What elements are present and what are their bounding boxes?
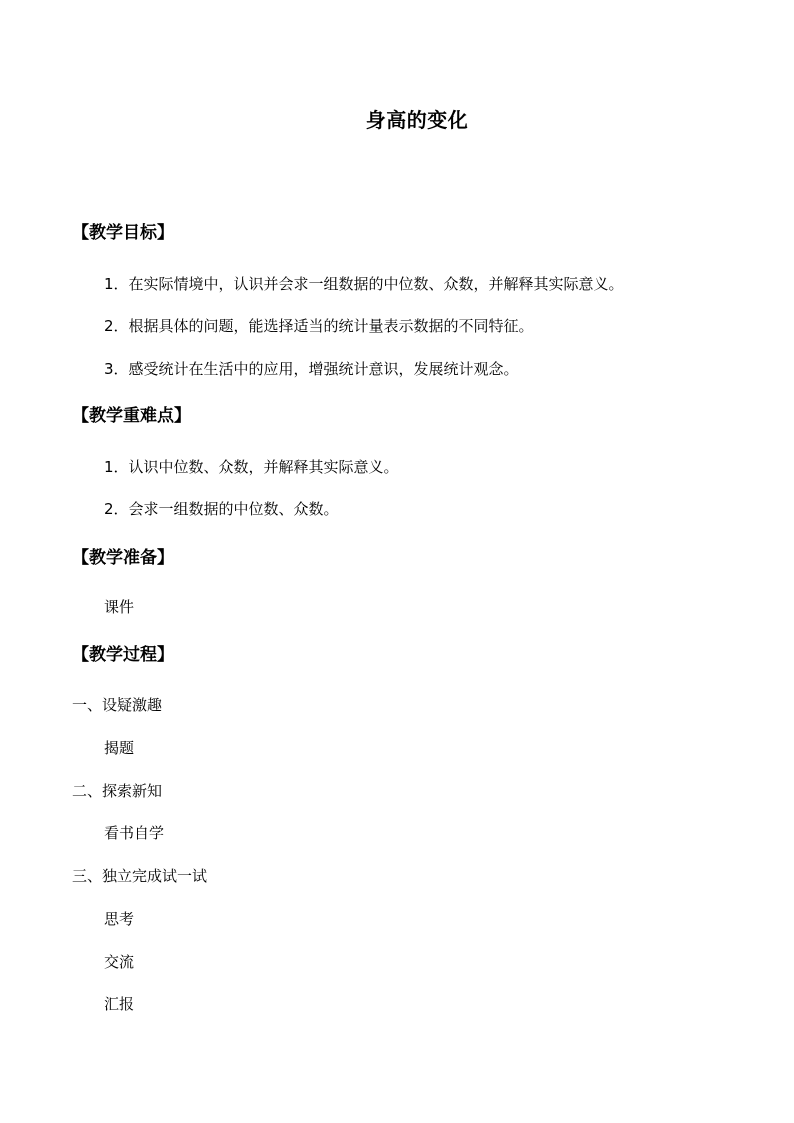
process-step-3-sub-1: 思考 bbox=[104, 910, 135, 928]
process-heading: 【教学过程】 bbox=[72, 645, 174, 665]
objective-item-3: 3．感受统计在生活中的应用，增强统计意识，发展统计观念。 bbox=[104, 360, 519, 378]
process-step-2: 二、探索新知 bbox=[72, 782, 163, 800]
process-step-3-sub-2: 交流 bbox=[104, 953, 135, 971]
process-step-1-sub-1: 揭题 bbox=[104, 739, 135, 757]
objective-item-1: 1．在实际情境中，认识并会求一组数据的中位数、众数，并解释其实际意义。 bbox=[104, 275, 624, 293]
objectives-heading: 【教学目标】 bbox=[72, 223, 174, 243]
key-point-item-1: 1．认识中位数、众数，并解释其实际意义。 bbox=[104, 458, 399, 476]
key-point-item-2: 2．会求一组数据的中位数、众数。 bbox=[104, 500, 339, 518]
key-points-heading: 【教学重难点】 bbox=[72, 406, 191, 426]
document-title: 身高的变化 bbox=[365, 108, 469, 132]
process-step-1: 一、设疑激趣 bbox=[72, 696, 163, 714]
preparation-heading: 【教学准备】 bbox=[72, 548, 174, 568]
process-step-3: 三、独立完成试一试 bbox=[72, 867, 208, 885]
process-step-2-sub-1: 看书自学 bbox=[104, 824, 165, 842]
process-step-3-sub-3: 汇报 bbox=[104, 995, 135, 1013]
preparation-item: 课件 bbox=[104, 598, 135, 616]
objective-item-2: 2．根据具体的问题，能选择适当的统计量表示数据的不同特征。 bbox=[104, 317, 534, 335]
